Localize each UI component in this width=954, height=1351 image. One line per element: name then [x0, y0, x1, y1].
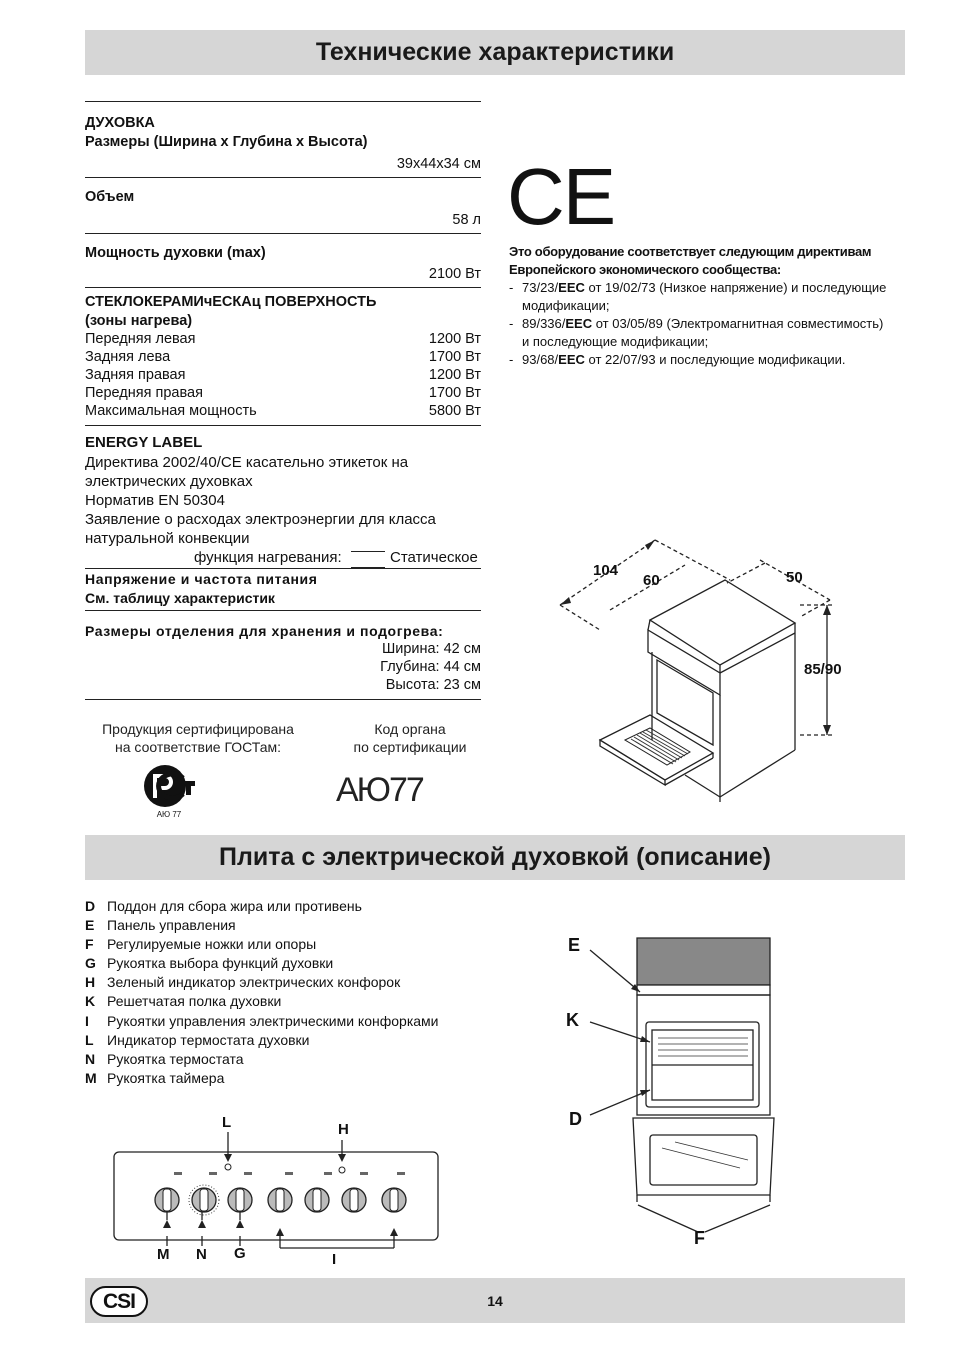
control-panel-diagram — [112, 1120, 442, 1260]
oven-dims-value: 39x44x34 см — [396, 156, 481, 172]
ce-directive-item: - 93/68/EEC от 22/07/93 и последующие модификации. — [509, 352, 846, 367]
zone-value: 1200 Вт — [428, 331, 481, 347]
legend-item — [85, 897, 505, 916]
knob-hob-icon — [305, 1188, 329, 1212]
ce-mark-icon: CE — [507, 152, 615, 241]
voltage-line1: Напряжение и частота питания — [85, 571, 318, 587]
ce-text: от 03/05/89 (Электромагнитная совместимость) — [592, 316, 884, 331]
oven-dims-label: Размеры (Ширина х Глубина х Высота) — [85, 134, 368, 150]
cert-code-value: АЮ77 — [336, 771, 423, 809]
divider — [85, 699, 481, 700]
knob-thermostat-icon — [189, 1185, 219, 1215]
cert-code-line1: Код органа — [374, 721, 446, 737]
legend-item — [85, 1069, 505, 1088]
volume-label: Объем — [85, 189, 135, 205]
energy-heading: ENERGY LABEL — [85, 434, 203, 451]
csi-logo: CSI — [90, 1286, 148, 1317]
oven-label-F: F — [694, 1228, 705, 1248]
ce-directive-item: - 89/336/EEC от 03/05/89 (Электромагнитная совместимость) и последующие модификации; — [509, 316, 884, 349]
divider — [85, 425, 481, 426]
zone-value: 1200 Вт — [428, 367, 481, 383]
panel-label-G: G — [234, 1245, 246, 1262]
energy-line: Директива 2002/40/CE касательно этикеток на — [85, 454, 409, 471]
knob-hob-icon — [382, 1188, 406, 1212]
ce-intro: Это оборудование соответствует следующим директивам — [509, 244, 872, 259]
legend-item — [85, 954, 505, 973]
oven-front-diagram — [580, 930, 820, 1250]
legend-key: I — [85, 1012, 89, 1029]
dim-85-90-label: 85/90 — [804, 661, 842, 678]
zone-value: 1700 Вт — [428, 349, 481, 365]
legend-key: E — [85, 917, 95, 934]
knob-hob-icon — [268, 1188, 292, 1212]
zone-label: Задняя лева — [85, 349, 171, 365]
energy-func-value: Статическое — [390, 549, 478, 566]
ce-text: от 22/07/93 и последующие модификации. — [584, 352, 846, 367]
divider — [85, 233, 481, 234]
volume-value: 58 л — [452, 212, 481, 228]
legend-key: M — [85, 1069, 97, 1086]
ce-directives — [509, 243, 909, 369]
legend-text: Зеленый индикатор электрических конфорок — [107, 974, 401, 991]
ce-code: 89/336/ — [522, 316, 566, 331]
legend-text: Регулируемые ножки или опоры — [107, 936, 317, 953]
energy-line: Заявление о расходах электроэнергии для класса — [85, 511, 436, 528]
energy-line: Норматив EN 50304 — [85, 492, 225, 509]
oven-label-K: K — [566, 1010, 579, 1030]
ce-text: модификации; — [522, 298, 610, 313]
legend-key: F — [85, 936, 94, 953]
legend-item — [85, 935, 505, 954]
storage-heading: Размеры отделения для хранения и подогрева: — [85, 623, 444, 639]
zone-value: 1700 Вт — [428, 385, 481, 401]
divider — [85, 177, 481, 178]
hob-subheading: (зоны нагрева) — [85, 313, 193, 329]
cert-code-text — [320, 720, 500, 756]
knob-function-icon — [228, 1188, 252, 1212]
oven-heading: ДУХОВКА — [85, 115, 155, 131]
legend-item — [85, 973, 505, 992]
legend-key: D — [85, 898, 96, 914]
panel-label-M: M — [157, 1246, 170, 1263]
legend-text: Рукоятка таймера — [107, 1069, 225, 1086]
page-number: 14 — [487, 1293, 503, 1309]
oven-label-E: E — [568, 935, 581, 955]
zone-label: Передняя правая — [85, 385, 203, 401]
legend-key: G — [85, 955, 96, 972]
divider — [85, 568, 481, 569]
dim-104-label: 104 — [593, 562, 619, 579]
ce-code: 93/68/ — [522, 352, 559, 367]
cert-code-line2: по сертификации — [353, 739, 467, 755]
gost-line1: Продукция сертифицирована — [102, 721, 294, 737]
gost-logo-code: АЮ 77 — [156, 810, 182, 819]
legend-item — [85, 916, 505, 935]
ce-eec: EEC — [558, 280, 585, 295]
energy-line: электрических духовках — [85, 473, 253, 490]
legend-item — [85, 1012, 505, 1031]
storage-depth: Глубина: 44 см — [380, 659, 481, 675]
legend-key: H — [85, 974, 96, 991]
ce-text: и последующие модификации; — [522, 334, 709, 349]
oven-power-label: Мощность духовки (max) — [85, 245, 266, 261]
gost-cert-text — [85, 720, 311, 756]
ce-eec: EEC — [565, 316, 593, 331]
storage-width: Ширина: 42 см — [381, 641, 481, 657]
gost-rst-logo-icon — [143, 764, 201, 808]
oven-label-D: D — [569, 1109, 582, 1129]
legend-item — [85, 1031, 505, 1050]
panel-label-N: N — [196, 1246, 207, 1263]
blank-line — [351, 551, 385, 552]
panel-label-L: L — [222, 1114, 232, 1131]
legend-item — [85, 992, 505, 1011]
ce-intro: Европейского экономического сообщества: — [509, 262, 781, 277]
ce-eec: EEC — [558, 352, 585, 367]
dim-60-label: 60 — [643, 572, 660, 589]
parts-legend — [85, 897, 505, 1088]
knob-hob-icon — [342, 1188, 366, 1212]
knob-timer-icon — [155, 1188, 179, 1212]
hob-heading: СТЕКЛОКЕРАМИчЕСКАц ПОВЕРХНОСТЬ — [85, 294, 377, 310]
legend-text: Решетчатая полка духовки — [107, 993, 282, 1010]
legend-text: Рукоятка термостата — [107, 1050, 244, 1067]
zone-label: Максимальная мощность — [85, 403, 257, 419]
legend-key: N — [85, 1050, 96, 1067]
divider — [85, 287, 481, 288]
energy-line: натуральной конвекции — [85, 530, 250, 547]
legend-key: L — [85, 1031, 94, 1048]
energy-func-label: функция нагревания: — [194, 549, 342, 566]
section-title-description: Плита с электрической духовкой (описание) — [85, 835, 905, 880]
voltage-line2: См. таблицу характеристик — [85, 590, 275, 606]
panel-label-I: I — [332, 1251, 337, 1268]
divider — [85, 610, 481, 611]
panel-label-H: H — [338, 1121, 349, 1138]
section-title-specs: Технические характеристики — [85, 30, 905, 75]
legend-item — [85, 1050, 505, 1069]
dim-50-label: 50 — [786, 569, 803, 586]
zone-label: Задняя правая — [85, 367, 186, 383]
ce-code: 73/23/ — [522, 280, 559, 295]
ce-text: от 19/02/73 (Низкое напряжение) и последующие — [584, 280, 887, 295]
storage-height: Высота: 23 см — [385, 677, 481, 693]
gost-line2: на соответствие ГОСТам: — [115, 739, 281, 755]
legend-key: K — [85, 993, 96, 1010]
legend-text: Индикатор термостата духовки — [107, 1031, 310, 1048]
zone-value: 5800 Вт — [428, 403, 481, 419]
zone-label: Передняя левая — [85, 331, 196, 347]
ce-directive-item: - 73/23/EEC от 19/02/73 (Низкое напряжение) и последующие модификации; — [509, 280, 887, 313]
legend-text: Поддон для сбора жира или противень — [107, 898, 362, 914]
legend-text: Рукоятка выбора функций духовки — [107, 955, 334, 972]
oven-power-value: 2100 Вт — [428, 266, 481, 282]
divider — [85, 101, 481, 102]
legend-text: Панель управления — [107, 917, 236, 934]
legend-text: Рукоятки управления электрическими конфорками — [107, 1012, 439, 1029]
